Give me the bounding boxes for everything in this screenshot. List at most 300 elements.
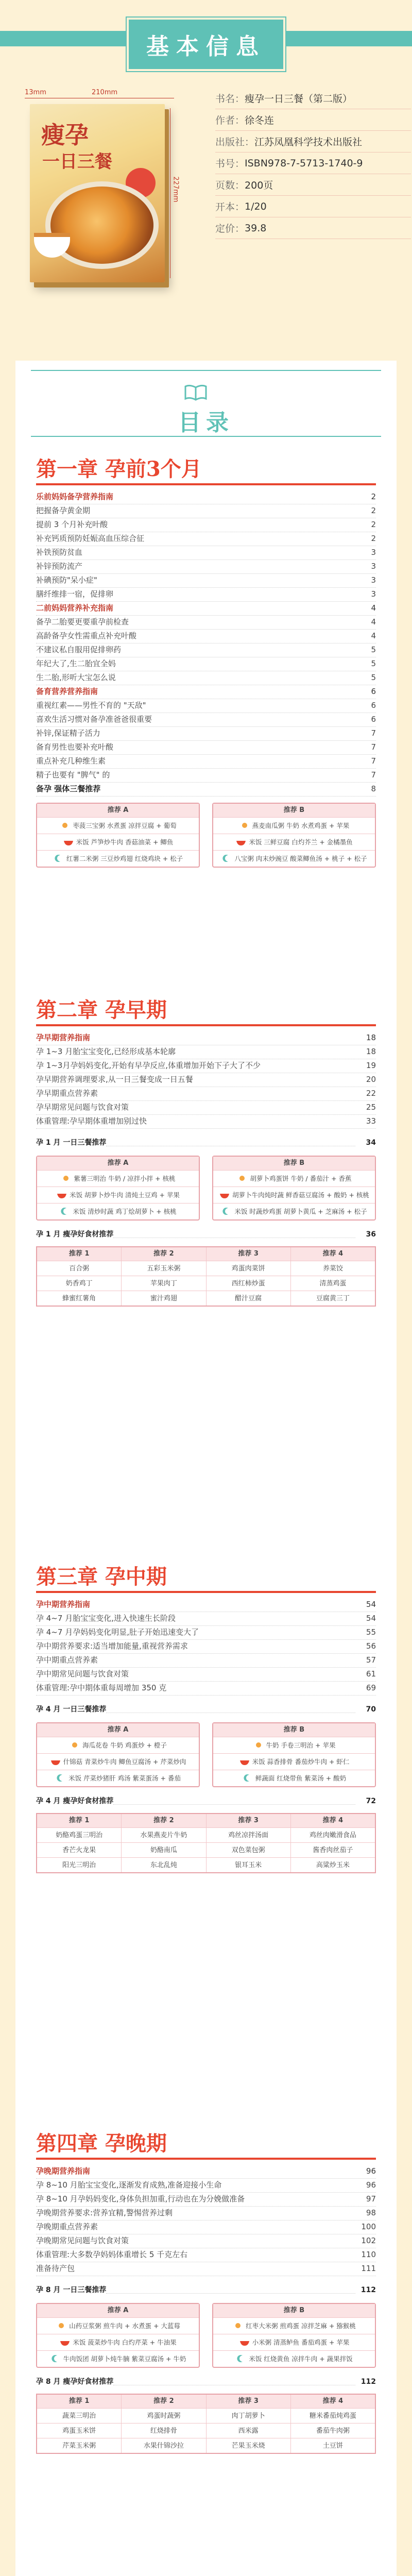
meal-text: 米饭 胡萝卜炒牛肉 清炖土豆鸡 + 苹果 (70, 1191, 180, 1199)
toc-page-number: 7 (371, 756, 376, 766)
toc-entry[interactable] (36, 2248, 376, 2262)
toc-entry[interactable] (36, 2221, 376, 2234)
meal-text: 米饭 三鲜豆腐 白灼芥兰 + 金橘墨鱼 (249, 838, 353, 846)
recommendation-header: 推荐 B (213, 804, 375, 817)
recommendation-meal (37, 1753, 199, 1770)
toc-leader (113, 1228, 355, 1238)
toc-entry-title: 孕晚期重点营养素 (36, 2222, 98, 2231)
toc-page-number: 7 (371, 770, 376, 779)
toc-entry-title: 喜欢生活习惯对备孕准爸爸很重要 (36, 715, 152, 724)
header-banner (0, 0, 412, 77)
recommendation-meal (213, 2350, 375, 2367)
toc-entry[interactable] (36, 699, 376, 713)
toc-entry-title: 孕早期重点营养素 (36, 1089, 98, 1098)
sub-heading-page: 34 (366, 1139, 376, 1147)
book-meta-list (215, 88, 411, 239)
toc-entry[interactable] (36, 769, 376, 783)
toc-rule-top (31, 370, 381, 371)
meta-row (215, 217, 411, 239)
toc-entry[interactable] (36, 1115, 376, 1129)
toc-page-number: 2 (371, 492, 376, 501)
sub-heading-title: 孕 1 月 瘦孕好食材推荐 (36, 1230, 114, 1239)
meal-text: 枣菠三宝粥 水煮蛋 凉拌豆腐 + 葡萄 (73, 822, 177, 829)
meta-row (215, 174, 411, 196)
toc-entry[interactable] (36, 1087, 376, 1101)
recommendation-a (36, 1722, 200, 1787)
sun-icon (239, 821, 250, 829)
ingredient-column-header: 推荐 3 (207, 1814, 290, 1827)
toc-page-number: 5 (371, 673, 376, 682)
toc-page-number: 3 (371, 548, 376, 557)
daily-meals-heading[interactable] (36, 1703, 376, 1716)
toc-entry-title: 孕中期常见问题与饮食对策 (36, 1669, 129, 1679)
recommendation-meal (37, 834, 199, 850)
chapter-3 (36, 1561, 376, 1873)
toc-entry-title: 精子也要有 "脾气" 的 (36, 770, 110, 779)
cover-height-dimension (166, 108, 184, 278)
toc-page-number: 5 (371, 659, 376, 668)
recommendation-meal (213, 817, 375, 834)
toc-page-number: 100 (361, 2222, 376, 2231)
toc-page-number: 3 (371, 589, 376, 599)
bowl-icon (239, 1757, 250, 1766)
ingredient-column-header: 推荐 4 (291, 2395, 375, 2408)
toc-page-number: 33 (366, 1116, 376, 1126)
ingredient-item: 百合粥 (37, 1261, 121, 1276)
toc-page-number: 98 (366, 2208, 376, 2217)
toc-page-number: 25 (366, 1103, 376, 1112)
moon-icon (242, 1774, 253, 1782)
sun-icon (60, 1174, 72, 1182)
toc-page-number: 2 (371, 506, 376, 515)
meal-text: 米饭 时蔬炒鸡蛋 胡萝卜黄瓜 + 芝麻汤 + 松子 (234, 1208, 367, 1215)
ingredient-recommendation-table (36, 2394, 376, 2454)
meta-row (215, 109, 411, 131)
cover-subtitle: 一日三餐 (42, 151, 112, 172)
ingredient-item: 奶酪鸡蛋三明治 (37, 1827, 121, 1842)
ingredient-column (291, 1814, 375, 1872)
ingredient-item: 水果燕麦片牛奶 (122, 1827, 205, 1842)
toc-page-number: 7 (371, 742, 376, 752)
toc-entry[interactable] (36, 574, 376, 588)
ingredient-item: 蜜汁鸡翅 (122, 1291, 205, 1306)
meta-value: 1/20 (245, 200, 267, 212)
ingredient-item: 奶香鸡丁 (37, 1276, 121, 1291)
recommendation-pair (36, 1722, 376, 1787)
meal-text: 米饭 蒜香排骨 番茄炒牛肉 + 虾仁 (252, 1758, 350, 1766)
cover-title: 瘦孕 (41, 121, 89, 149)
ingredient-item: 清蒸鸡蛋 (291, 1276, 375, 1291)
toc-page-number: 54 (366, 1600, 376, 1609)
toc-entry[interactable] (36, 490, 376, 504)
toc-header (15, 361, 397, 438)
toc-page-number: 4 (371, 603, 376, 613)
ingredient-column (122, 1247, 206, 1306)
moon-icon (221, 854, 232, 862)
toc-entry[interactable] (36, 504, 376, 518)
toc-page-number: 4 (371, 617, 376, 626)
bowl-icon (239, 2338, 250, 2346)
toc-page-number: 6 (371, 715, 376, 724)
bowl-icon (235, 838, 247, 846)
bowl-icon (63, 838, 74, 846)
toc-entry[interactable] (36, 1612, 376, 1626)
toc-entry[interactable] (36, 2179, 376, 2193)
toc-entry[interactable] (36, 630, 376, 643)
ingredient-item: 鸡蛋时蔬粥 (122, 2408, 205, 2423)
recommendation-meal (37, 1737, 199, 1753)
toc-entry[interactable] (36, 1654, 376, 1668)
meal-text: 八宝粥 肉末炒豌豆 酸菜鲫鱼汤 + 桃子 + 松子 (234, 855, 367, 862)
ingredient-heading[interactable] (36, 1228, 376, 1241)
toc-card (15, 361, 397, 2576)
daily-meals-heading[interactable] (36, 1136, 376, 1149)
meta-value: 瘦孕一日三餐（第二版） (245, 93, 353, 105)
moon-icon (221, 1207, 232, 1215)
toc-entry-title: 二前妈妈营养补充指南 (36, 603, 114, 613)
toc-page-number: 57 (366, 1655, 376, 1665)
toc-entry[interactable] (36, 783, 376, 796)
ingredient-item: 蜂蜜红薯角 (37, 1291, 121, 1306)
recommendation-meal (37, 2317, 199, 2334)
ingredient-item: 土豆饼 (291, 2438, 375, 2453)
meta-value: ISBN978-7-5713-1740-9 (245, 157, 363, 169)
ingredient-item: 芹菜玉米粥 (37, 2438, 121, 2453)
toc-entry-title: 备孕二胎要更要重孕前检查 (36, 617, 129, 626)
toc-entry-title: 体重管理:孕早期体重增加别过快 (36, 1116, 147, 1126)
toc-page-number: 96 (366, 2180, 376, 2190)
toc-entry-title: 孕早期营养调理要求,从一日三餐变成一日五餐 (36, 1075, 193, 1084)
meal-text: 胡萝卜牛肉炖时蔬 鲜香菇豆腐汤 + 酸奶 + 核桃 (232, 1191, 369, 1199)
ingredient-item: 水果什锦沙拉 (122, 2438, 205, 2453)
meal-text: 鲜蔬面 红烧带鱼 紫菜汤 + 酸奶 (255, 1774, 347, 1782)
sub-heading-title: 孕 8 月 一日三餐推荐 (36, 2286, 107, 2294)
ingredient-column-header: 推荐 2 (122, 2395, 205, 2408)
toc-page-number: 6 (371, 687, 376, 696)
toc-entry[interactable] (36, 1598, 376, 1612)
ingredient-item: 东北乱炖 (122, 1857, 205, 1872)
sub-heading-page: 72 (366, 1797, 376, 1805)
toc-entry[interactable] (36, 1031, 376, 1045)
chapter-1 (36, 453, 376, 868)
meal-text: 米饭 芹菜炒猪肝 鸡汤 紫菜蛋汤 + 番茄 (68, 1774, 181, 1782)
meta-key: 页数： (215, 180, 245, 191)
chapter-title[interactable]: 第二章 孕早期 (36, 994, 376, 1026)
toc-entry[interactable] (36, 1640, 376, 1654)
recommendation-header: 推荐 B (213, 1723, 375, 1737)
toc-entry[interactable] (36, 1668, 376, 1682)
book-open-icon (184, 383, 207, 401)
recommendation-header: 推荐 B (213, 2304, 375, 2317)
toc-entry[interactable] (36, 755, 376, 769)
book-info (20, 77, 392, 345)
meta-key: 作者： (215, 115, 245, 126)
toc-entry[interactable] (36, 1101, 376, 1115)
toc-entry-title: 孕早期常见问题与饮食对策 (36, 1103, 129, 1112)
ingredient-column-header: 推荐 1 (37, 2395, 121, 2408)
toc-entry-title: 孕 8~10 月胎宝宝变化,逐渐发育成熟,准备迎接小生命 (36, 2180, 222, 2190)
recommendation-header: 推荐 A (37, 804, 199, 817)
toc-entry[interactable] (36, 1073, 376, 1087)
toc-page-number: 22 (366, 1089, 376, 1098)
sun-icon (69, 1741, 80, 1749)
ingredient-column-header: 推荐 2 (122, 1814, 205, 1827)
ingredient-item: 豆腐黄三丁 (291, 1291, 375, 1306)
recommendation-meal (37, 850, 199, 867)
ingredient-item: 五彩玉米粥 (122, 1261, 205, 1276)
toc-page-number: 18 (366, 1047, 376, 1056)
toc-page-number: 6 (371, 701, 376, 710)
toc-entry[interactable] (36, 616, 376, 630)
recommendation-meal (213, 834, 375, 850)
recommendation-pair (36, 803, 376, 868)
ingredient-item: 双色菜包粥 (207, 1842, 290, 1857)
moon-icon (235, 2354, 247, 2363)
ingredient-item: 肉丁胡萝卜 (207, 2408, 290, 2423)
meal-text: 牛奶 手卷三明治 + 苹果 (266, 1741, 336, 1749)
toc-entry-title: 孕 8~10 月孕妈妈变化,身体负担加重,行动也在为分娩做准备 (36, 2194, 245, 2204)
toc-entry-title: 孕晚期常见问题与饮食对策 (36, 2236, 129, 2245)
toc-leader (106, 1136, 355, 1146)
recommendation-meal (37, 2334, 199, 2350)
ingredient-column (37, 1247, 122, 1306)
toc-entry-title: 补充钙质预防妊娠高血压综合征 (36, 534, 145, 543)
ingredient-column (291, 1247, 375, 1306)
toc-entry-title: 补锌预防流产 (36, 562, 83, 571)
meta-row (215, 152, 411, 174)
ingredient-column (207, 1814, 291, 1872)
toc-entry[interactable] (36, 1682, 376, 1696)
toc-entry[interactable] (36, 671, 376, 685)
sub-heading-page: 112 (360, 2286, 376, 2294)
meal-text: 米饭 芦笋炒牛肉 香菇油菜 + 鲫鱼 (76, 838, 174, 846)
chapter-title[interactable]: 第三章 孕中期 (36, 1561, 376, 1593)
toc-entry[interactable] (36, 602, 376, 616)
ingredient-recommendation-table (36, 1813, 376, 1873)
toc-entry[interactable] (36, 532, 376, 546)
toc-entry-title: 孕早期营养指南 (36, 1033, 91, 1042)
sun-icon (59, 821, 71, 829)
toc-entry[interactable] (36, 560, 376, 574)
cover-bowl-photo (34, 233, 70, 258)
ingredient-item: 鸡蛋玉米饼 (37, 2423, 121, 2438)
meal-text: 牛肉饭团 胡萝卜炖牛腩 紫菜豆腐汤 + 牛奶 (63, 2355, 186, 2363)
bowl-icon (59, 2338, 71, 2346)
toc-entry-title: 备孕 强体三餐推荐 (36, 784, 101, 793)
ingredient-item: 银耳玉米 (207, 1857, 290, 1872)
ingredient-column-header: 推荐 1 (37, 1247, 121, 1261)
ingredient-item: 香芒火龙果 (37, 1842, 121, 1857)
ingredient-column-header: 推荐 3 (207, 2395, 290, 2408)
toc-entry[interactable] (36, 727, 376, 741)
toc-entry[interactable] (36, 1045, 376, 1059)
recommendation-meal (213, 2334, 375, 2350)
meta-value: 徐冬连 (245, 115, 274, 126)
toc-entry-title: 重点补充几种维生素 (36, 756, 106, 766)
toc-entry[interactable] (36, 2165, 376, 2179)
ingredient-item: 酱香肉丝茄子 (291, 1842, 375, 1857)
toc-entry[interactable] (36, 713, 376, 727)
toc-entry-title: 孕 1~3月孕妈妈变化,开始有早孕反应,体重增加开始下子大了不少 (36, 1061, 261, 1070)
toc-page-number: 2 (371, 534, 376, 543)
ingredient-heading[interactable] (36, 1794, 376, 1808)
toc-entry-title: 生二胎,形听大宝怎么说 (36, 673, 116, 682)
ingredient-column (122, 2395, 206, 2453)
toc-page-number: 3 (371, 575, 376, 585)
meta-key: 出版社： (215, 137, 255, 148)
toc-entry-title: 重视红素——男性不育的 "天敌" (36, 701, 146, 710)
ingredient-column-header: 推荐 4 (291, 1247, 375, 1261)
toc-entry[interactable] (36, 2262, 376, 2276)
ingredient-column-header: 推荐 1 (37, 1814, 121, 1827)
ingredient-item: 西红柿炒蛋 (207, 1276, 290, 1291)
ingredient-item: 糖米番茄炖鸡蛋 (291, 2408, 375, 2423)
moon-icon (50, 2354, 61, 2363)
ingredient-item: 西米露 (207, 2423, 290, 2438)
sub-heading-title: 孕 4 月 瘦孕好食材推荐 (36, 1797, 114, 1805)
toc-entry[interactable] (36, 741, 376, 755)
daily-meals-heading[interactable] (36, 2283, 376, 2297)
toc-entry-title: 高龄备孕女性需重点补充叶酸 (36, 631, 137, 640)
moon-icon (53, 854, 64, 862)
ingredient-column (37, 2395, 122, 2453)
ingredient-recommendation-table (36, 1246, 376, 1307)
ingredient-item: 番茄牛肉粥 (291, 2423, 375, 2438)
toc-entry[interactable] (36, 2207, 376, 2221)
recommendation-pair (36, 2303, 376, 2368)
cover-dim-spine: 13mm (25, 89, 46, 96)
toc-entry[interactable] (36, 685, 376, 699)
meta-value: 39.8 (245, 222, 267, 234)
recommendation-meal (37, 1203, 199, 1219)
recommendation-meal (213, 1737, 375, 1753)
toc-rule-bottom (31, 436, 381, 437)
recommendation-b (212, 1156, 376, 1221)
toc-entry[interactable] (36, 1626, 376, 1640)
toc-page-number: 7 (371, 728, 376, 738)
toc-entry-title: 孕晚期营养指南 (36, 2166, 91, 2176)
meta-key: 开本： (215, 201, 245, 213)
ingredient-column (122, 1814, 206, 1872)
toc-entry[interactable] (36, 657, 376, 671)
ingredient-item: 鸡蛋肉菜饼 (207, 1261, 290, 1276)
toc-entry-title: 孕中期重点营养素 (36, 1655, 98, 1665)
toc-entry[interactable] (36, 546, 376, 560)
chapter-title[interactable]: 第一章 孕前3个月 (36, 453, 376, 485)
recommendation-a (36, 803, 200, 868)
sub-heading-page: 36 (366, 1230, 376, 1239)
toc-leader (113, 1794, 355, 1805)
sub-heading-page: 112 (360, 2378, 376, 2386)
recommendation-header: 推荐 A (37, 1723, 199, 1737)
toc-entry[interactable] (36, 1059, 376, 1073)
cover-dim-width: 210mm (92, 89, 118, 96)
recommendation-header: 推荐 A (37, 1157, 199, 1170)
recommendation-a (36, 1156, 200, 1221)
toc-page-number: 54 (366, 1614, 376, 1623)
moon-icon (59, 1207, 71, 1215)
recommendation-meal (37, 1770, 199, 1786)
meta-row (215, 196, 411, 217)
toc-entry-title: 年纪大了,生二胎宜全妈 (36, 659, 116, 668)
toc-entry[interactable] (36, 518, 376, 532)
toc-leader (106, 2283, 355, 2294)
meal-text: 紫薯三明治 牛奶 / 凉拌小拌 + 核桃 (74, 1175, 176, 1182)
recommendation-meal (213, 1770, 375, 1786)
ingredient-heading[interactable] (36, 2375, 376, 2388)
ingredient-item: 蔬菜三明治 (37, 2408, 121, 2423)
meal-text: 海瓜花卷 牛奶 鸡蛋炒 + 橙子 (82, 1741, 167, 1749)
toc-leader (106, 1703, 355, 1713)
toc-leader (113, 2375, 355, 2385)
sub-heading-page: 70 (366, 1705, 376, 1714)
book-cover-image (30, 104, 165, 282)
ingredient-item: 醋汁豆腐 (207, 1291, 290, 1306)
meal-text: 红薯二米粥 三豆炒鸡翅 红烧鸡块 + 松子 (66, 855, 183, 862)
recommendation-meal (37, 817, 199, 834)
recommendation-meal (213, 1170, 375, 1187)
cover-dim-height: 227mm (171, 176, 180, 202)
ingredient-item: 养菜饺 (291, 1261, 375, 1276)
toc-entry-title: 膳纤维排一宿，促排卵 (36, 589, 114, 599)
bowl-icon (56, 1191, 67, 1199)
meal-text: 米饭 菠菜炒牛肉 白灼芹菜 + 牛油果 (73, 2338, 177, 2346)
recommendation-b (212, 1722, 376, 1787)
toc-title: 目录 (178, 410, 234, 436)
toc-entry[interactable] (36, 588, 376, 602)
ingredient-item: 奶酪南瓜 (122, 1842, 205, 1857)
meta-row (215, 131, 411, 152)
ingredient-item: 阳光三明治 (37, 1857, 121, 1872)
toc-entry-title: 孕 4~7 月胎宝宝变化,进入快速生长阶段 (36, 1614, 176, 1623)
ingredient-column (207, 2395, 291, 2453)
moon-icon (55, 1774, 66, 1782)
toc-page-number: 55 (366, 1628, 376, 1637)
recommendation-b (212, 803, 376, 868)
chapter-title[interactable]: 第四章 孕晚期 (36, 2128, 376, 2160)
toc-entry[interactable] (36, 2193, 376, 2207)
toc-entry-title: 备育男性也要补充叶酸 (36, 742, 114, 752)
meal-text: 小米粥 清蒸鲈鱼 番茄鸡蛋 + 苹果 (252, 2338, 350, 2346)
meta-value: 江苏凤凰科学技术出版社 (254, 137, 363, 148)
ingredient-column (207, 1247, 291, 1306)
toc-entry-title: 孕中期营养指南 (36, 1600, 91, 1609)
chapter-4 (36, 2128, 376, 2454)
toc-entry-title: 补锌,保证精子活力 (36, 728, 100, 738)
toc-page-number: 20 (366, 1075, 376, 1084)
toc-page-number: 69 (366, 1683, 376, 1692)
toc-entry-title: 提前 3 个月补充叶酸 (36, 520, 108, 529)
toc-entry[interactable] (36, 643, 376, 657)
toc-page-number: 102 (361, 2236, 376, 2245)
meal-text: 山药豆浆粥 煎牛肉 + 水煮蛋 + 大蓝莓 (69, 2322, 180, 2330)
ingredient-column-header: 推荐 4 (291, 1814, 375, 1827)
recommendation-meal (37, 2350, 199, 2367)
sun-icon (236, 1174, 248, 1182)
sub-heading-title: 孕 8 月 瘦孕好食材推荐 (36, 2378, 114, 2386)
toc-entry-title: 准备待产包 (36, 2264, 75, 2273)
meal-text: 米饭 红烧黄鱼 凉拌牛肉 + 蔬果拌饭 (249, 2355, 353, 2363)
toc-page-number: 61 (366, 1669, 376, 1679)
toc-page-number: 3 (371, 562, 376, 571)
recommendation-meal (37, 1170, 199, 1187)
toc-entry-title: 孕 4~7 月孕妈妈变化明显,肚子开始迅速变大了 (36, 1628, 199, 1637)
sun-icon (253, 1741, 264, 1749)
recommendation-meal (213, 850, 375, 867)
toc-entry-title: 补铁预防贫血 (36, 548, 83, 557)
recommendation-b (212, 2303, 376, 2368)
toc-entry[interactable] (36, 2234, 376, 2248)
